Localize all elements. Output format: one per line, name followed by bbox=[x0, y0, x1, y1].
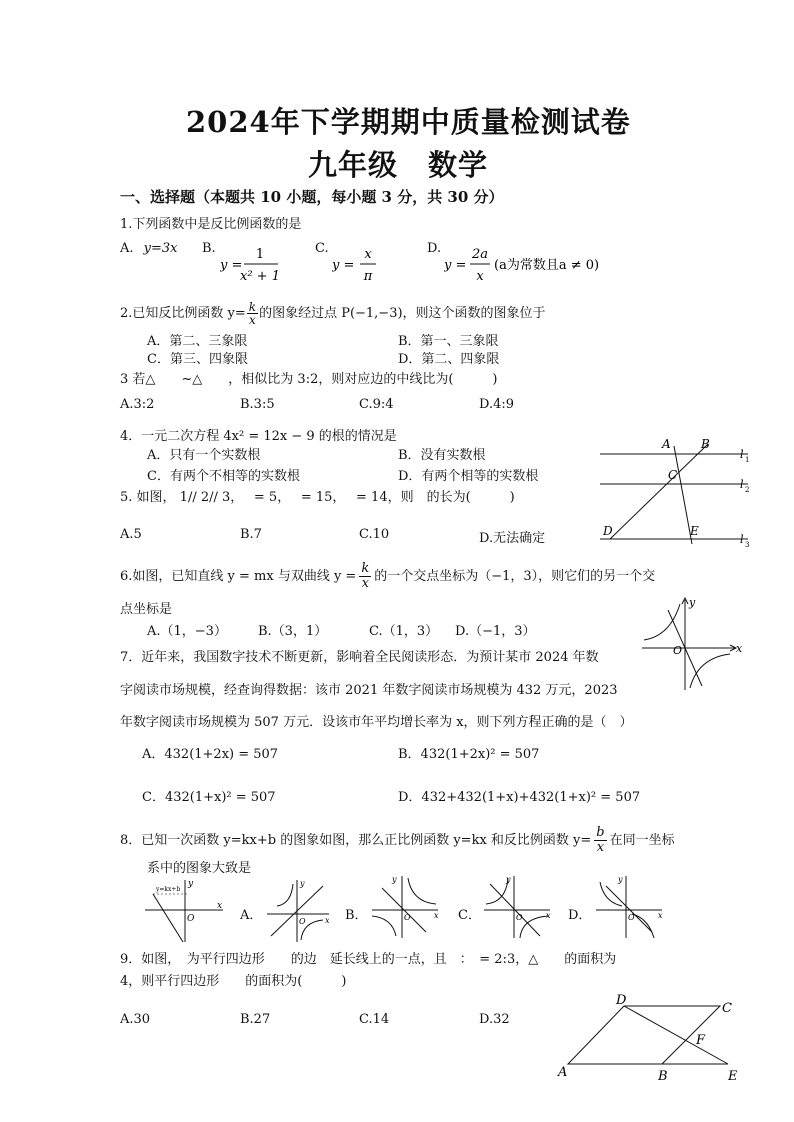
svg-text:y: y bbox=[618, 875, 623, 884]
q8-given-line bbox=[153, 894, 183, 942]
q5-label-c: C bbox=[668, 468, 678, 482]
q1-a-label: A. bbox=[120, 241, 134, 256]
q6-option-c: C.（1，3） bbox=[369, 624, 439, 639]
q2-option-c: C．第三、四象限 bbox=[147, 352, 248, 367]
q7-option-c: C．432(1+x)² = 507 bbox=[142, 790, 276, 805]
q5-label-b: B bbox=[701, 437, 710, 451]
q9-line2: 4，则平行四边形 的面积为( ) bbox=[120, 974, 347, 989]
q9-option-b: B.27 bbox=[240, 1012, 271, 1027]
q1-b-label: B. bbox=[202, 241, 216, 256]
q6-stem-post: 的一个交点坐标为（−1，3），则它们的另一个交 bbox=[374, 569, 656, 584]
q4-option-b: B．没有实数根 bbox=[398, 448, 486, 463]
svg-text:y: y bbox=[506, 875, 511, 884]
q6-option-d: D.（−1，3） bbox=[455, 624, 536, 639]
q8-frac-den: x bbox=[596, 840, 605, 855]
q6-stem bbox=[120, 562, 655, 591]
q1-a-expr: y=3x bbox=[143, 241, 178, 256]
svg-text:O: O bbox=[299, 917, 306, 926]
q8-stem-pre: 8．已知一次函数 y=kx+b 的图象如图，那么正比例函数 y=kx 和反比例函数 y= bbox=[120, 833, 592, 848]
q5-option-d: D.无法确定 bbox=[479, 531, 546, 546]
q1-b-den: x² + 1 bbox=[240, 269, 280, 284]
q1-option-d-fraction bbox=[444, 244, 624, 286]
svg-text:y: y bbox=[300, 879, 305, 888]
q2-frac-den: x bbox=[249, 313, 256, 327]
q1-d-num: 2a bbox=[471, 247, 489, 262]
q5-label-l2: l bbox=[740, 478, 744, 491]
q2-fraction bbox=[247, 301, 258, 326]
q6-hyperbola-right bbox=[690, 654, 730, 688]
q6-label-x: x bbox=[736, 642, 743, 655]
q7-line1: 7．近年来，我国数字技术不断更新，影响着全民阅读形态．为预计某市 2024 年数 bbox=[120, 650, 599, 665]
q5-label-l3: l bbox=[740, 533, 744, 546]
q1-c-den: π bbox=[363, 269, 373, 284]
q6-option-b: B.（3，1） bbox=[258, 624, 328, 639]
q6-option-a: A.（1，−3） bbox=[147, 624, 227, 639]
q9-line-de bbox=[624, 1006, 728, 1064]
q6-stem-pre: 6.如图，已知直线 y = mx 与双曲线 y = bbox=[120, 569, 357, 584]
q9-figure bbox=[552, 990, 752, 1086]
q7-option-d: D．432+432(1+x)+432(1+x)² = 507 bbox=[398, 790, 641, 805]
q5-option-b: B.7 bbox=[240, 527, 262, 542]
svg-text:x: x bbox=[546, 911, 551, 920]
svg-text:x: x bbox=[658, 911, 663, 920]
q8-d-line bbox=[606, 886, 652, 932]
q1-stem: 1.下列函数中是反比例函数的是 bbox=[120, 217, 302, 232]
q1-c-label: C. bbox=[315, 241, 329, 256]
q2-stem-post: 的图象经过点 P(−1,−3)，则这个函数的图象位于 bbox=[259, 306, 546, 321]
q6-hyperbola-left bbox=[644, 604, 680, 640]
q5-label-d: D bbox=[603, 524, 613, 538]
q6-frac-den: x bbox=[361, 576, 369, 591]
q1-d-lhs: y = bbox=[444, 258, 467, 273]
q9-option-c: C.14 bbox=[359, 1012, 390, 1027]
q5-figure bbox=[598, 432, 758, 552]
q8-stem-line2: 系中的图象大致是 bbox=[147, 861, 252, 876]
q4-stem: 4．一元二次方程 4x² = 12x − 9 的根的情况是 bbox=[120, 429, 397, 444]
q1-b-num: 1 bbox=[255, 247, 265, 262]
q6-stem-line2: 点坐标是 bbox=[120, 602, 173, 617]
q8-given-line-label: y=kx+b bbox=[156, 886, 181, 893]
q8-option-c-label: C． bbox=[458, 908, 481, 923]
svg-text:O: O bbox=[516, 913, 523, 922]
q9-option-a: A.30 bbox=[120, 1012, 151, 1027]
q8-option-a-label: A． bbox=[240, 908, 263, 923]
q3-option-a: A.3:2 bbox=[120, 397, 155, 412]
q2-stem bbox=[120, 301, 546, 326]
q2-option-b: B．第一、三象限 bbox=[398, 334, 499, 349]
section-heading: 一、选择题（本题共 10 小题，每小题 3 分，共 30 分） bbox=[120, 188, 504, 206]
q2-stem-pre: 2.已知反比例函数 y= bbox=[120, 306, 246, 321]
q9-line1: 9．如图， 为平行四边形 的边 延长线上的一点，且 ： = 2:3，△ 的面积为 bbox=[120, 952, 617, 967]
q6-frac-num: k bbox=[361, 561, 370, 576]
q5-stem: 5. 如图， 1// 2// 3， = 5， = 15， = 14，则 的长为( ) bbox=[120, 490, 515, 505]
q1-b-lhs: y = bbox=[220, 258, 243, 273]
q3-option-c: C.9:4 bbox=[359, 397, 394, 412]
q9-label-b: B bbox=[658, 1069, 668, 1084]
q7-line3: 年数字阅读市场规模为 507 万元．设该市年平均增长率为 x，则下列方程正确的是（ ） bbox=[120, 715, 633, 730]
q9-label-f: F bbox=[696, 1033, 706, 1048]
svg-text:x: x bbox=[325, 916, 330, 925]
q7-option-a: A．432(1+2x) = 507 bbox=[142, 747, 279, 762]
q8-option-c-graph bbox=[480, 872, 556, 942]
q1-option-a bbox=[120, 241, 178, 256]
page-title: 2024年下学期期中质量检测试卷 bbox=[186, 105, 631, 139]
q4-option-d: D．有两个相等的实数根 bbox=[398, 469, 539, 484]
q5-option-a: A.5 bbox=[120, 527, 142, 542]
q8-option-d-label: D． bbox=[568, 908, 592, 923]
q9-label-c: C bbox=[722, 1001, 732, 1016]
svg-text:x: x bbox=[434, 911, 439, 920]
q5-label-l2-sub: 2 bbox=[745, 486, 750, 494]
q1-d-den: x bbox=[476, 269, 484, 284]
q8-option-b-graph bbox=[368, 872, 444, 942]
q5-label-l1: l bbox=[740, 448, 744, 461]
q8-option-b-label: B． bbox=[345, 908, 368, 923]
q5-label-l3-sub: 3 bbox=[745, 541, 750, 549]
q8-given-x-label: x bbox=[217, 901, 223, 911]
q6-fraction bbox=[359, 562, 371, 591]
q8-stem bbox=[120, 826, 675, 855]
q8-option-d-graph bbox=[592, 872, 668, 942]
q3-stem: 3 若△ ~△ ，相似比为 3:2，则对应边的中线比为( ) bbox=[120, 372, 498, 387]
page-subtitle: 九年级 数学 bbox=[308, 148, 489, 182]
q8-given-o-label: O bbox=[187, 914, 195, 924]
q7-line2: 字阅读市场规模，经查询得数据：该市 2021 年数字阅读市场规模为 432 万元，2023 bbox=[120, 683, 618, 698]
q2-frac-num: k bbox=[248, 300, 257, 314]
q1-d-cond: (a为常数且a ≠ 0) bbox=[494, 258, 600, 273]
q8-stem-post: 在同一坐标 bbox=[609, 833, 675, 848]
q7-option-b: B．432(1+2x)² = 507 bbox=[398, 747, 540, 762]
q9-label-e: E bbox=[728, 1069, 738, 1084]
q4-option-c: C．有两个不相等的实数根 bbox=[147, 469, 300, 484]
q2-option-d: D．第二、四象限 bbox=[398, 352, 500, 367]
q8-fraction bbox=[594, 826, 606, 855]
q9-option-d: D.32 bbox=[479, 1012, 510, 1027]
q6-label-o: O bbox=[673, 644, 683, 657]
q9-label-a: A bbox=[558, 1065, 568, 1080]
q8-given-graph bbox=[143, 876, 233, 944]
q3-option-b: B.3:5 bbox=[240, 397, 275, 412]
q8-option-a-graph bbox=[263, 876, 335, 944]
q5-option-c: C.10 bbox=[359, 527, 390, 542]
q8-given-y-label: y bbox=[188, 879, 194, 889]
q1-c-lhs: y = bbox=[332, 258, 355, 273]
svg-text:O: O bbox=[628, 913, 635, 922]
q1-c-num: x bbox=[364, 247, 372, 262]
q8-frac-num: b bbox=[596, 825, 605, 840]
svg-text:O: O bbox=[404, 913, 411, 922]
q5-label-l1-sub: 1 bbox=[745, 456, 750, 464]
q5-label-a: A bbox=[662, 437, 671, 451]
q1-d-label: D. bbox=[427, 241, 442, 256]
q6-label-y: y bbox=[689, 596, 696, 609]
svg-text:y: y bbox=[392, 875, 397, 884]
q3-option-d: D.4:9 bbox=[479, 397, 515, 412]
q1-option-c-fraction bbox=[332, 244, 392, 286]
q5-label-e: E bbox=[690, 524, 699, 538]
q4-option-a: A．只有一个实数根 bbox=[147, 448, 261, 463]
q2-option-a: A．第二、三象限 bbox=[147, 334, 248, 349]
q6-figure bbox=[640, 592, 750, 692]
q1-option-b-fraction bbox=[220, 244, 300, 286]
q9-label-d: D bbox=[616, 993, 627, 1008]
